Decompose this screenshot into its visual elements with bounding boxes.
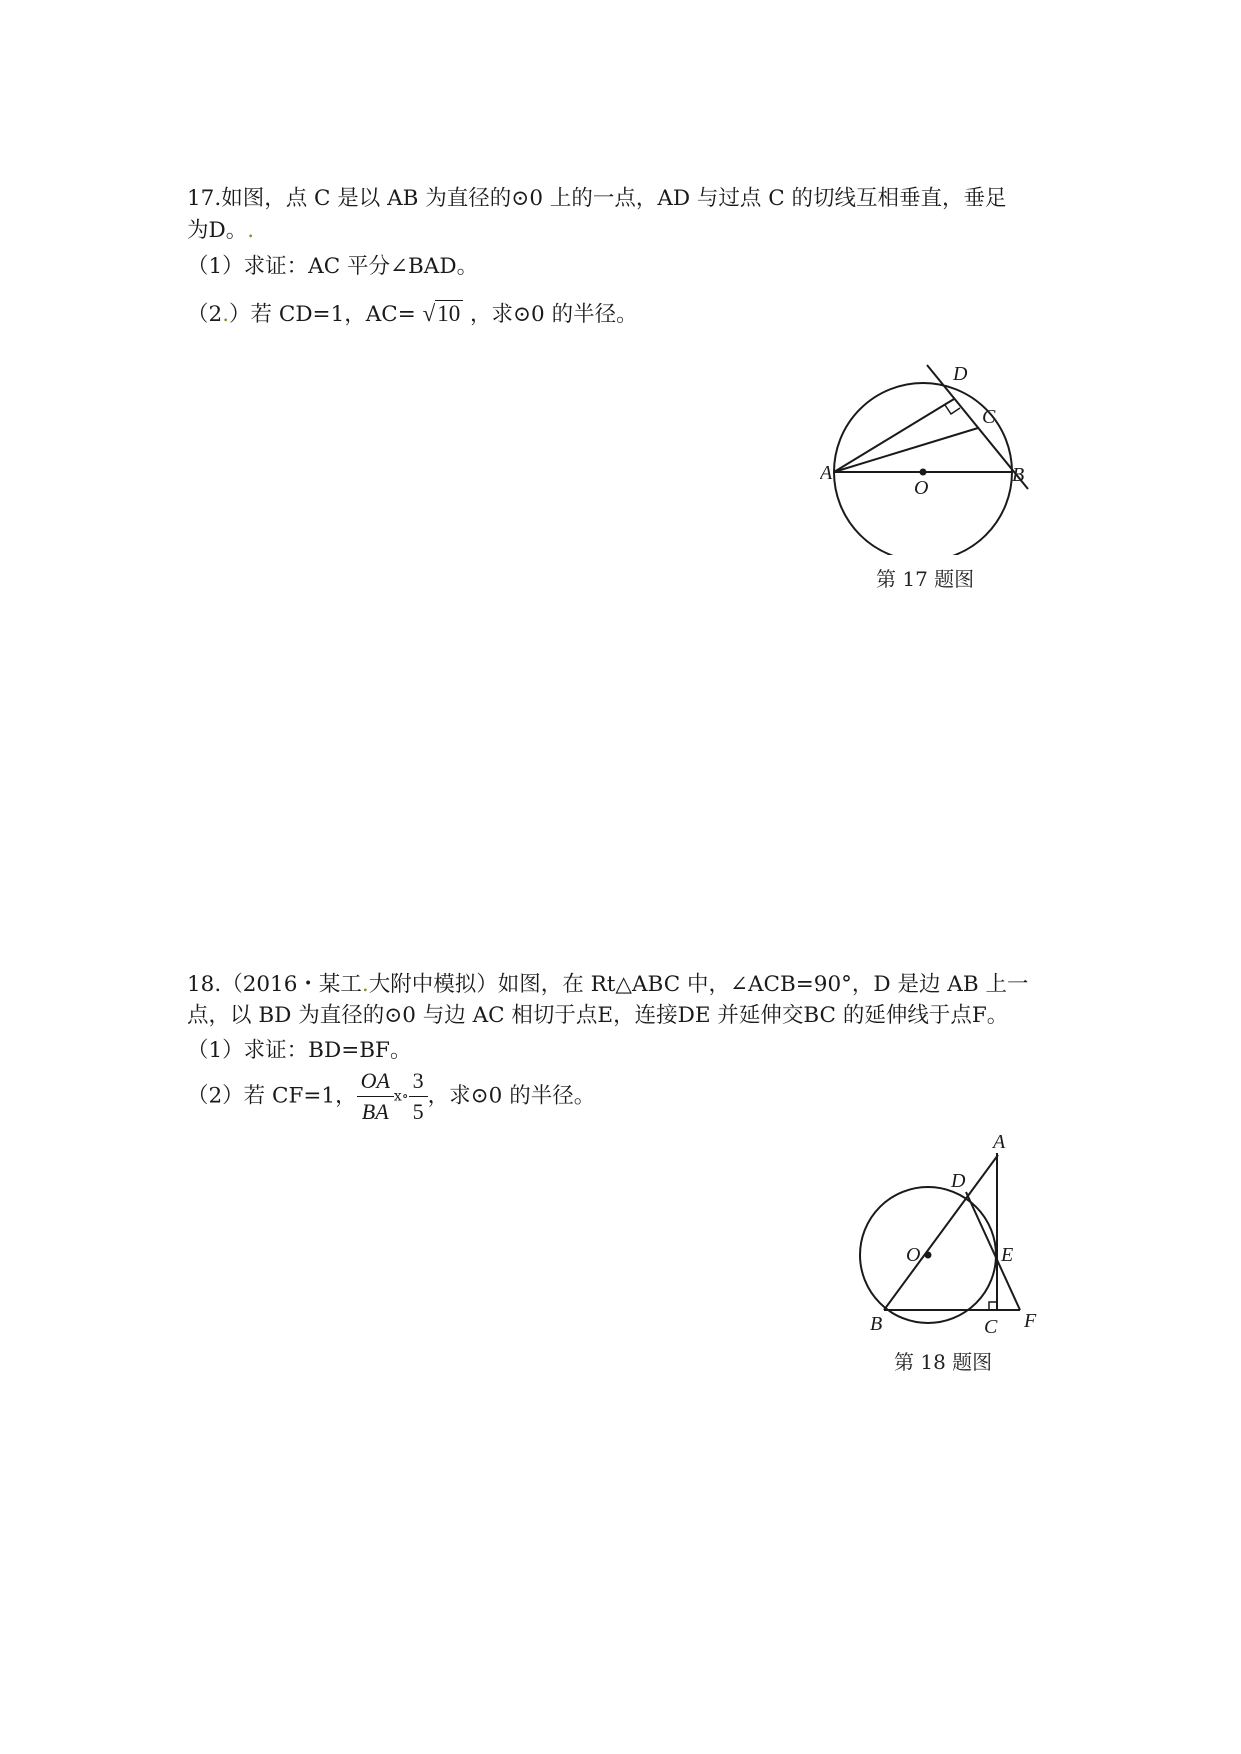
q18-part-2-c: ，求⊙0 的半径。	[427, 1083, 596, 1109]
q17-label-c: C	[982, 406, 996, 428]
q18-label-b: B	[870, 1313, 883, 1335]
q18-label-d: D	[951, 1170, 966, 1192]
q17-part-2-a: （2	[187, 302, 223, 327]
q17-line-2-text: 为D。	[187, 218, 248, 243]
q18-segment-ab	[884, 1155, 998, 1310]
q17-figure-caption: 第 17 题图	[876, 567, 975, 591]
q18-fraction-oa-ba	[357, 1066, 394, 1127]
q17-segment-ad	[834, 399, 954, 472]
q18-fraction-2-denominator: 5	[412, 1099, 424, 1124]
q17-sqrt-radicand: 10	[435, 300, 463, 326]
q17-line-1: 17.如图，点 C 是以 AB 为直径的⊙0 上的一点，AD 与过点 C 的切线互相垂直，垂足	[187, 186, 1007, 211]
q17-part-2	[187, 299, 638, 330]
q17-segment-ac	[834, 428, 978, 472]
q17-part-2-dot: .	[222, 302, 230, 327]
q17-figure	[820, 355, 1040, 555]
q17-part-2-b: ）若 CD=1，AC=	[229, 302, 423, 327]
q18-line-2: 点，以 BD 为直径的⊙0 与边 AC 相切于点E，连接DE 并延伸交BC 的延伸线于点F。	[187, 1003, 1009, 1028]
q18-label-a: A	[993, 1135, 1006, 1153]
q18-line-1-b: 大附中模拟）如图，在 Rt△ABC 中，∠ACB=90°，D 是边 AB 上一	[368, 972, 1029, 997]
q18-line-1	[187, 970, 1028, 1000]
q18-part-2-a: （2）若 CF=1，	[187, 1083, 357, 1109]
q17-label-d: D	[953, 363, 968, 385]
q18-garbled-marks: ⅹ∘	[393, 1088, 409, 1105]
q17-line-2	[187, 216, 254, 246]
q18-figure	[848, 1135, 1048, 1340]
q18-fraction-2-numerator: 3	[409, 1066, 428, 1097]
q18-figure-caption: 第 18 题图	[894, 1350, 993, 1374]
q17-label-a: A	[820, 462, 833, 484]
q17-part-2-c: ，求⊙0 的半径。	[470, 302, 638, 327]
q17-label-b: B	[1012, 464, 1025, 486]
q18-label-c: C	[984, 1316, 998, 1338]
q18-right-angle-mark	[989, 1302, 997, 1310]
q18-label-e: E	[1001, 1244, 1014, 1266]
q18-part-1: （1）求证：BD=BF。	[187, 1038, 412, 1063]
q17-label-o: O	[914, 477, 929, 499]
q18-line-1-dot: .	[361, 972, 369, 997]
q18-fraction-1-numerator: OA	[357, 1066, 394, 1097]
q17-center-dot	[920, 469, 927, 476]
q18-fraction-3-5	[409, 1066, 428, 1127]
q17-line-2-dot: .	[247, 218, 255, 243]
q18-center-dot	[925, 1252, 932, 1259]
q17-part-1: （1）求证：AC 平分∠BAD。	[187, 254, 479, 279]
q18-line-1-a: 18.（2016・某工	[187, 972, 362, 997]
q18-label-f: F	[1024, 1310, 1037, 1332]
q18-label-o: O	[906, 1244, 921, 1266]
q17-sqrt: √10	[423, 300, 464, 326]
q18-part-2	[187, 1066, 595, 1127]
q18-fraction-1-denominator: BA	[361, 1099, 389, 1124]
q17-right-angle-mark	[945, 405, 960, 414]
